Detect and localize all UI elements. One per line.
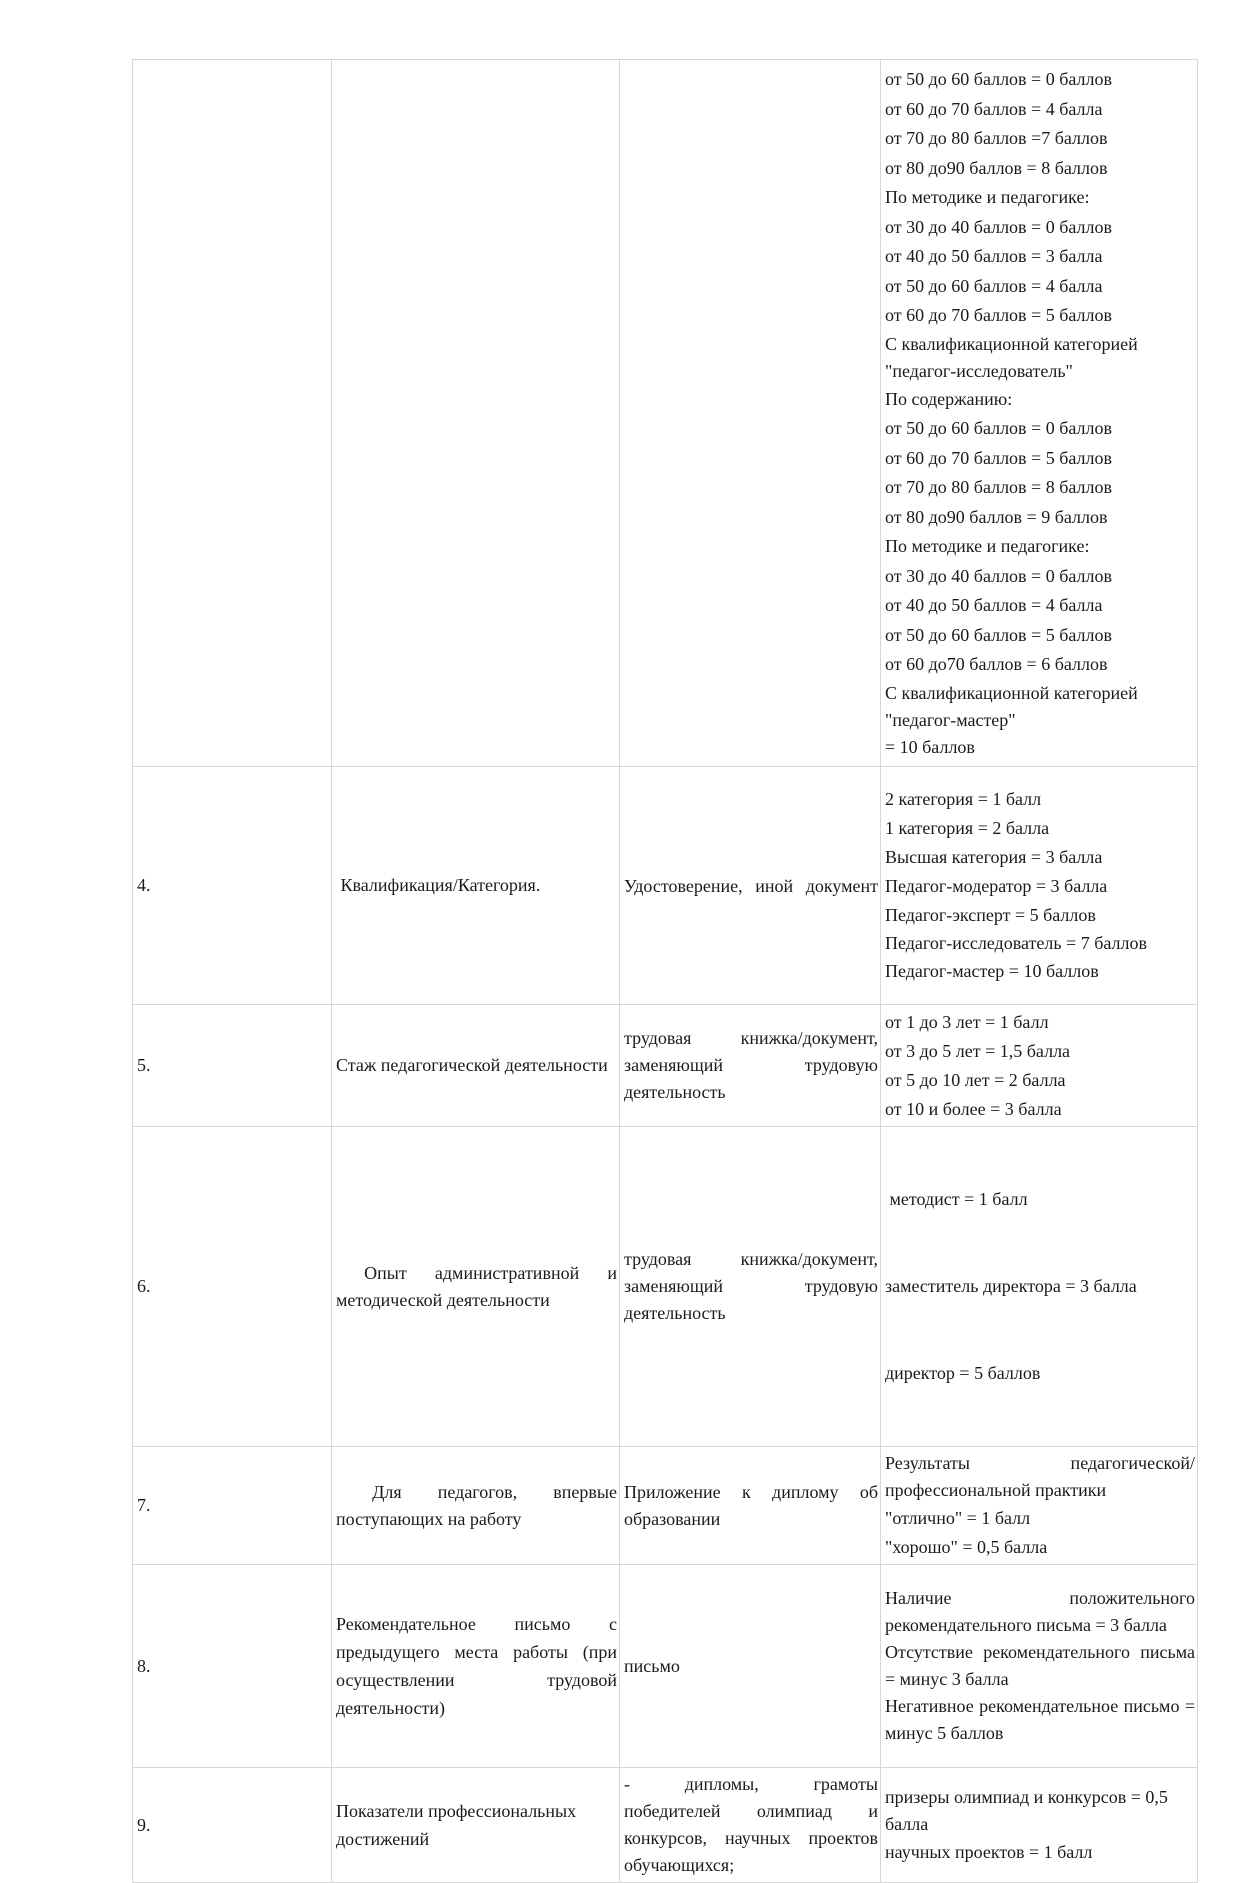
score-line: от 80 до90 баллов = 8 баллов	[885, 157, 1108, 178]
score-line: от 50 до 60 баллов = 4 балла	[885, 275, 1103, 296]
score-line: С квалификационной категорией	[885, 333, 1138, 354]
score-line: от 50 до 60 баллов = 0 баллов	[885, 69, 1112, 90]
score-line: 2 категория = 1 балл	[885, 789, 1042, 809]
document-text: Удостоверение, иной документ	[624, 875, 878, 896]
document-cell	[620, 767, 881, 1005]
row-number: 5.	[133, 1005, 332, 1127]
score-line: "педагог-исследователь"	[885, 360, 1073, 381]
score-line: от 60 до 70 баллов = 4 балла	[885, 98, 1103, 119]
score-line: = 10 баллов	[885, 736, 975, 757]
score-line: научных проектов = 1 балл	[885, 1841, 1093, 1862]
table-row	[133, 1768, 1198, 1883]
document-cell	[620, 60, 881, 767]
score-line: "отлично" = 1 балл	[885, 1507, 1031, 1528]
document-cell: письмо	[620, 1565, 881, 1768]
scores-cell	[881, 60, 1198, 767]
score-line: По методике и педагогике:	[885, 536, 1090, 557]
scores-cell	[881, 1005, 1198, 1127]
score-line: от 50 до 60 баллов = 0 баллов	[885, 418, 1112, 439]
score-line: от 70 до 80 баллов =7 баллов	[885, 128, 1108, 149]
criterion-cell: Показатели профессиональных достижений	[332, 1768, 620, 1883]
score-line: "педагог-мастер"	[885, 709, 1016, 730]
criterion-cell: Рекомендательное письмо с предыдущего места работы (при осуществлении трудовой деятельности)	[332, 1565, 620, 1768]
score-line: Наличие положительного рекомендательного письма = 3 балла	[885, 1588, 1195, 1635]
table-row	[133, 60, 1198, 767]
table-row	[133, 1005, 1198, 1127]
score-line: от 40 до 50 баллов = 4 балла	[885, 595, 1103, 616]
score-line: Результаты педагогической/ профессиональной практики	[885, 1452, 1195, 1500]
score-line: С квалификационной категорией	[885, 682, 1138, 703]
score-line: от 1 до 3 лет = 1 балл	[885, 1011, 1049, 1032]
scores-cell	[881, 1127, 1198, 1447]
scores-cell	[881, 1768, 1198, 1883]
table-row	[133, 1565, 1198, 1768]
score-line: По методике и педагогике:	[885, 187, 1090, 208]
score-line: директор = 5 баллов	[885, 1363, 1041, 1383]
criteria-table	[132, 59, 1198, 1883]
score-line: По содержанию:	[885, 388, 1013, 409]
score-line: от 50 до 60 баллов = 5 баллов	[885, 624, 1112, 645]
score-line: Педагог-модератор = 3 балла	[885, 876, 1108, 896]
score-line: от 10 и более = 3 балла	[885, 1098, 1062, 1119]
document-cell: трудовая книжка/документ, заменяющий трудовую деятельность	[620, 1005, 881, 1127]
score-line: Негативное рекомендательное письмо = минус 5 баллов	[885, 1696, 1195, 1743]
scores-cell	[881, 767, 1198, 1005]
score-line: Педагог-мастер = 10 баллов	[885, 961, 1099, 981]
table-row	[133, 1447, 1198, 1565]
criterion-cell: Стаж педагогической деятельности	[332, 1005, 620, 1127]
score-line: Высшая категория = 3 балла	[885, 847, 1103, 867]
score-line: от 40 до 50 баллов = 3 балла	[885, 246, 1103, 267]
score-line: от 30 до 40 баллов = 0 баллов	[885, 565, 1112, 586]
score-line: "хорошо" = 0,5 балла	[885, 1536, 1048, 1557]
score-line: от 3 до 5 лет = 1,5 балла	[885, 1040, 1071, 1061]
score-line: методист = 1 балл	[885, 1189, 1028, 1209]
row-number	[133, 60, 332, 767]
score-line: от 80 до90 баллов = 9 баллов	[885, 506, 1108, 527]
document-cell: Приложение к диплому об образовании	[620, 1447, 881, 1565]
score-line: Педагог-эксперт = 5 баллов	[885, 905, 1096, 925]
score-line: призеры олимпиад и конкурсов = 0,5 балла	[885, 1786, 1168, 1834]
score-line: от 60 до 70 баллов = 5 баллов	[885, 305, 1112, 326]
row-number: 9.	[133, 1768, 332, 1883]
score-line: от 30 до 40 баллов = 0 баллов	[885, 216, 1112, 237]
score-line: от 5 до 10 лет = 2 балла	[885, 1069, 1066, 1090]
row-number: 8.	[133, 1565, 332, 1768]
score-line: Отсутствие рекомендательного письма = минус 3 балла	[885, 1642, 1195, 1689]
criterion-cell	[332, 60, 620, 767]
row-number: 7.	[133, 1447, 332, 1565]
document-cell: трудовая книжка/документ, заменяющий трудовую деятельность	[620, 1127, 881, 1447]
score-line: от 70 до 80 баллов = 8 баллов	[885, 477, 1112, 498]
score-line: 1 категория = 2 балла	[885, 818, 1050, 838]
criterion-cell: Для педагогов, впервые поступающих на работу	[332, 1447, 620, 1565]
document-cell: - дипломы, грамоты победителей олимпиад и конкурсов, научных проектов обучающихся;	[620, 1768, 881, 1883]
row-number: 4.	[133, 767, 332, 1005]
row-number: 6.	[133, 1127, 332, 1447]
scores-cell	[881, 1565, 1198, 1768]
criterion-cell: Опыт административной и методической деятельности	[332, 1127, 620, 1447]
score-line: от 60 до 70 баллов = 5 баллов	[885, 447, 1112, 468]
score-line: от 60 до70 баллов = 6 баллов	[885, 654, 1108, 675]
table-row	[133, 767, 1198, 1005]
scores-cell	[881, 1447, 1198, 1565]
score-line: заместитель директора = 3 балла	[885, 1276, 1137, 1296]
score-line: Педагог-исследователь = 7 баллов	[885, 933, 1147, 953]
criterion-cell: Квалификация/Категория.	[332, 767, 620, 1005]
table-row	[133, 1127, 1198, 1447]
